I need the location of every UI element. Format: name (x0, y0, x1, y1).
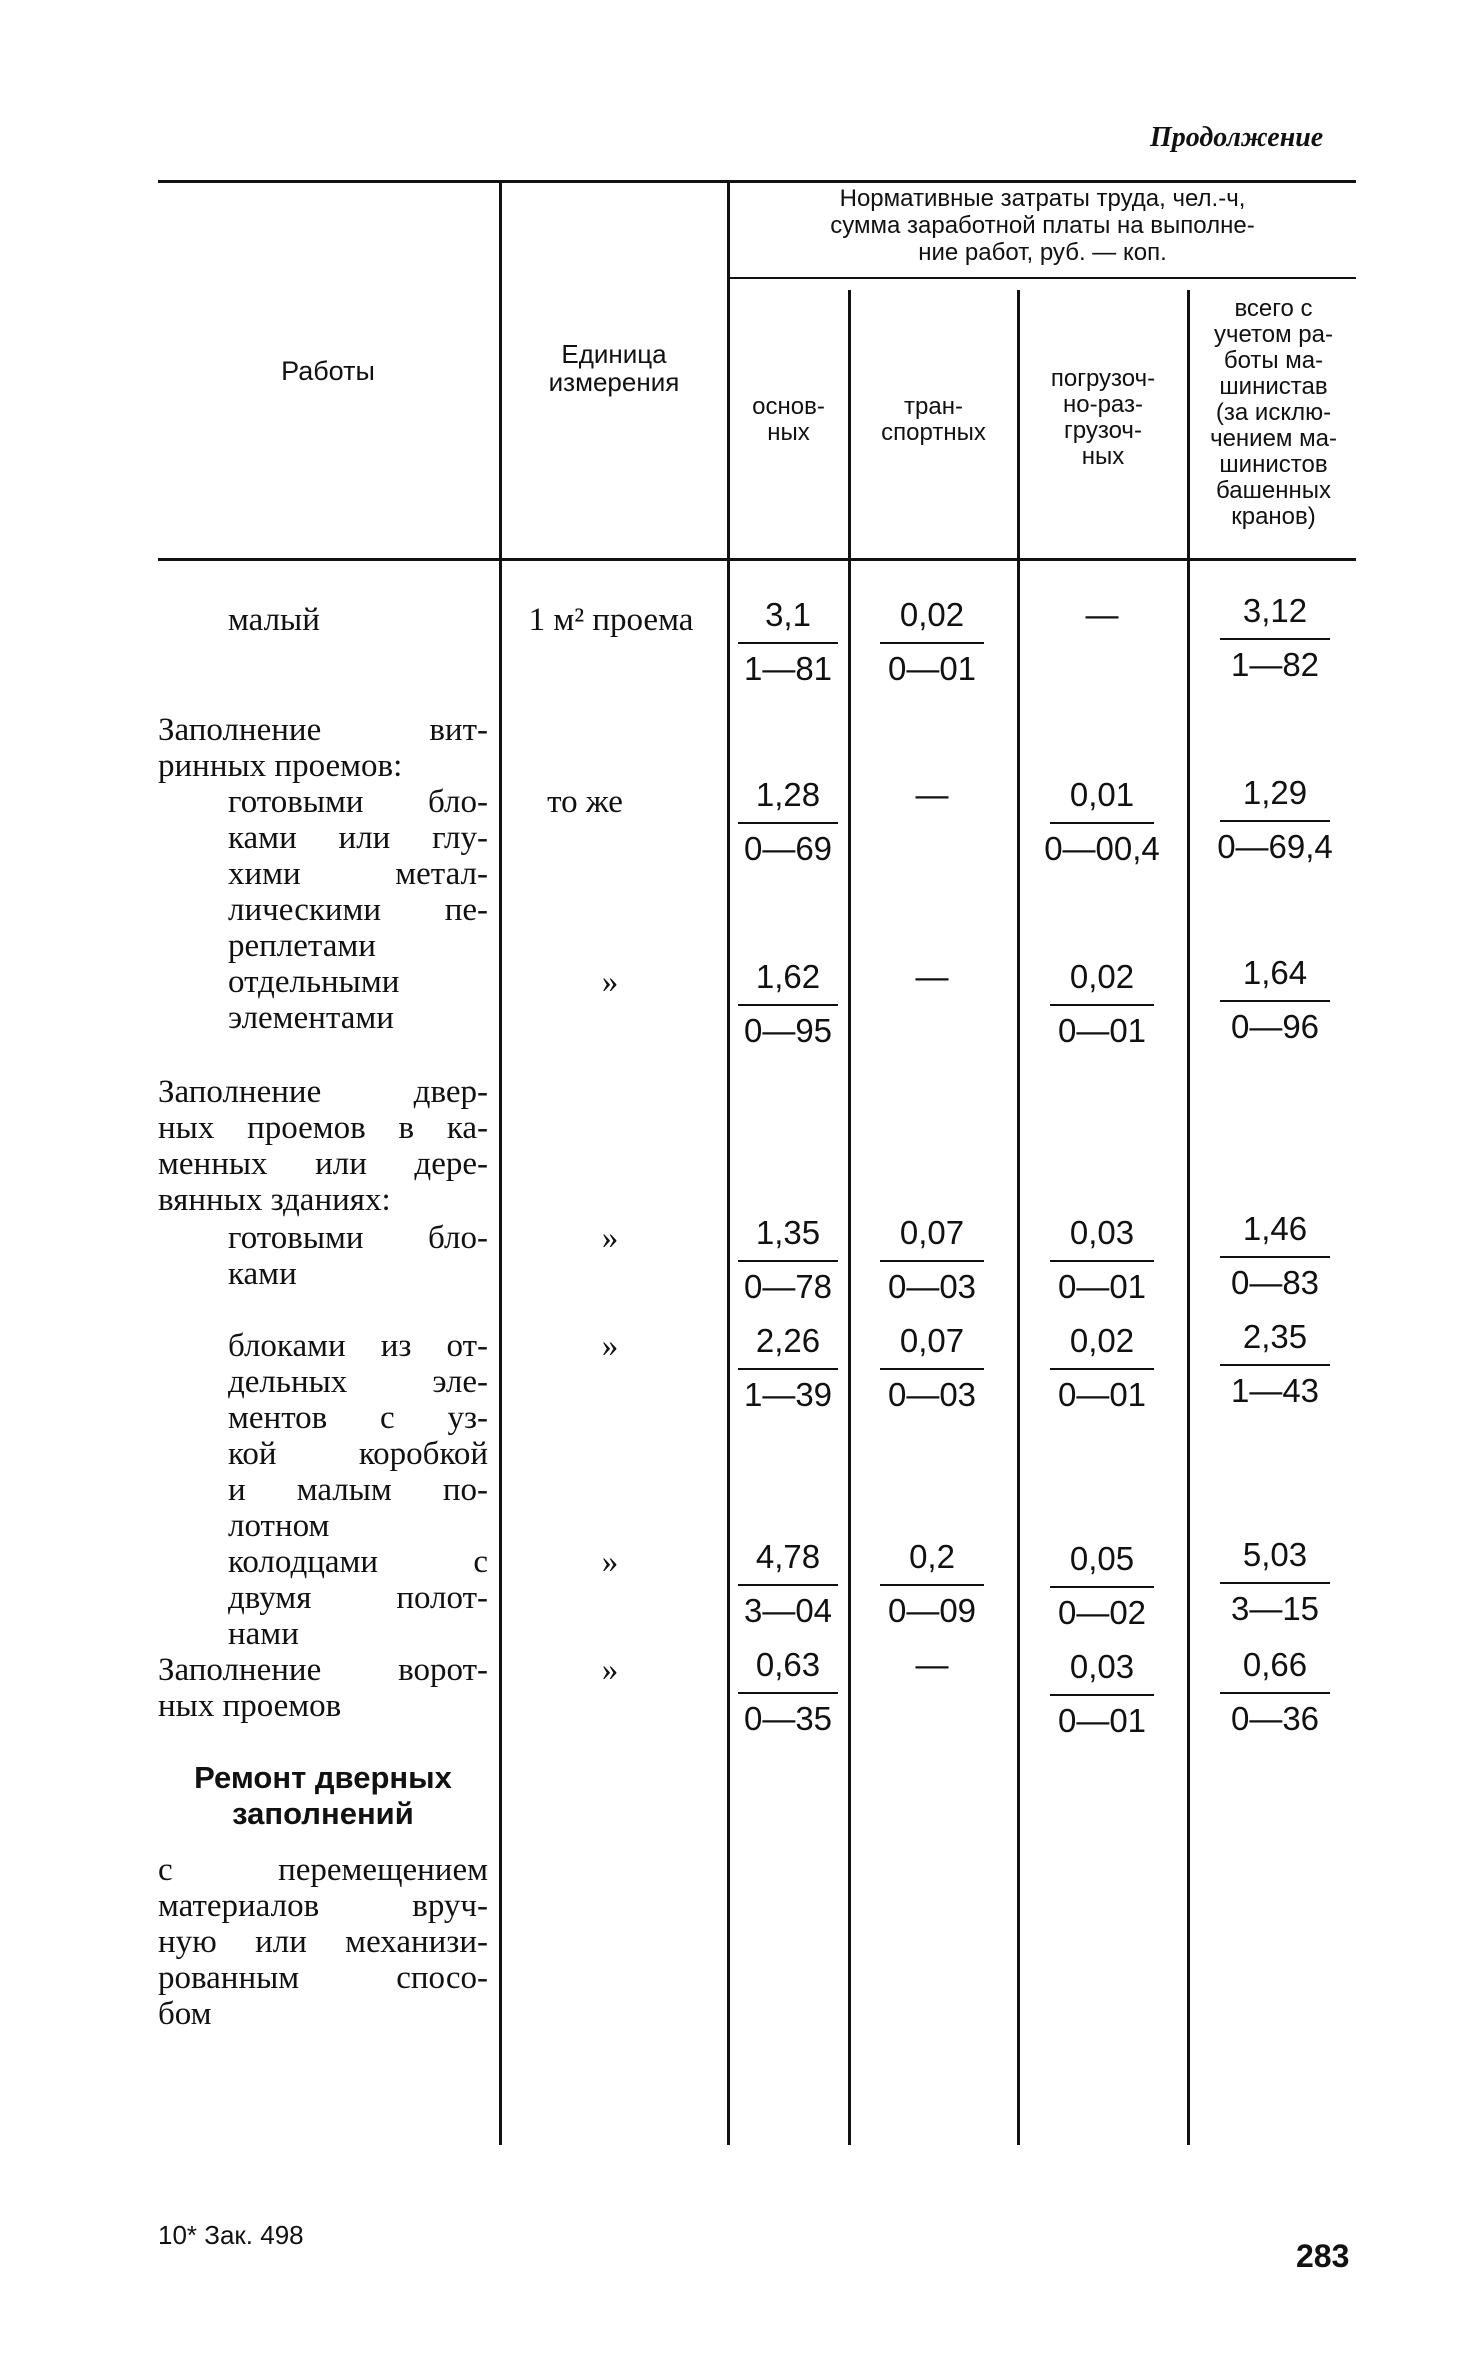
row-r3-main-rule (738, 1004, 838, 1006)
row-r1-transport-hours: 0,02 (899, 596, 965, 633)
row-r2-name: готовыми бло- ками или глу- хими метал- лическими пе- реплетами (228, 784, 488, 964)
row-r5-loading-wage: 0—01 (1057, 1376, 1147, 1413)
row-r5-name: блоками из от- дельных эле- ментов с уз- кой коробкой и малым по- лотном (228, 1328, 488, 1544)
row-r6-main-rule (738, 1584, 838, 1586)
header-unit: Единица измерения (548, 339, 680, 397)
row-r3-loading-rule (1050, 1004, 1154, 1006)
row-r1-total-rule (1220, 638, 1330, 640)
page-number: 283 (1296, 2238, 1350, 2274)
col-divider-loading (1017, 290, 1020, 2145)
row-r1-loading-dash: — (1085, 596, 1119, 633)
row-r1-name: малый (228, 602, 320, 638)
row-r1-total-hours: 3,12 (1242, 592, 1308, 629)
row-r2-unit: то же (547, 784, 623, 820)
row-r3-total-rule (1220, 1000, 1330, 1002)
row-r6-loading-wage: 0—02 (1057, 1594, 1147, 1631)
row-r3-loading-hours: 0,02 (1069, 958, 1135, 995)
header-col-transport: тран- спортных (881, 393, 986, 446)
row-r3-main-hours: 1,62 (755, 958, 821, 995)
norms-sub-rule (727, 277, 1356, 279)
row-r1-main-hours: 3,1 (765, 596, 811, 633)
row-r7-name: Заполнение ворот- ных проемов (158, 1652, 488, 1724)
row-r1-unit: 1 м² проема (528, 602, 694, 638)
row-r7-main-wage: 0—35 (743, 1700, 833, 1737)
row-r3-loading-wage: 0—01 (1057, 1012, 1147, 1049)
row-r5-loading-hours: 0,02 (1069, 1322, 1135, 1359)
row-r2-transport-dash: — (915, 776, 949, 813)
row-r6-total-rule (1220, 1582, 1330, 1584)
row-r5-transport-rule (880, 1368, 984, 1370)
row-r1-main-wage: 1—81 (743, 650, 833, 687)
row-r4-total-hours: 1,46 (1242, 1210, 1308, 1247)
header-norms: Нормативные затраты труда, чел.-ч, сумма заработной платы на выполне- ние работ, руб. — коп. (830, 185, 1255, 266)
row-r7-transport-dash: — (915, 1646, 949, 1683)
row-r5-transport-hours: 0,07 (899, 1322, 965, 1359)
row-r2-loading-wage: 0—00,4 (1044, 830, 1160, 867)
row-r4-total-rule (1220, 1256, 1330, 1258)
header-col-main: основ- ных (752, 393, 825, 446)
row-r6-transport-rule (880, 1584, 984, 1586)
row-r6-total-hours: 5,03 (1242, 1536, 1308, 1573)
row-r7-loading-wage: 0—01 (1057, 1702, 1147, 1739)
row-r5-transport-wage: 0—03 (887, 1376, 977, 1413)
group-showcase-openings: Заполнение вит- ринных проемов: (158, 712, 488, 784)
row-r2-loading-hours: 0,01 (1069, 776, 1135, 813)
row-r7-total-hours: 0,66 (1242, 1646, 1308, 1683)
row-r7-total-rule (1220, 1692, 1330, 1694)
row-r7-main-hours: 0,63 (755, 1646, 821, 1683)
row-r6-main-hours: 4,78 (755, 1538, 821, 1575)
section-heading-door-repair: Ремонт дверных заполнений (194, 1760, 452, 1831)
row-r7-total-wage: 0—36 (1230, 1700, 1320, 1737)
row-r4-main-wage: 0—78 (743, 1268, 833, 1305)
row-r7-loading-hours: 0,03 (1069, 1648, 1135, 1685)
row-r2-main-hours: 1,28 (755, 776, 821, 813)
row-r1-transport-wage: 0—01 (887, 650, 977, 687)
row-r5-total-rule (1220, 1364, 1330, 1366)
col-divider-main (727, 180, 730, 2145)
header-col-total: всего с учетом ра- боты ма- шинистав (за исклю- чением ма- шинистов башенных кранов) (1210, 295, 1337, 530)
row-r4-loading-hours: 0,03 (1069, 1214, 1135, 1251)
row-r4-transport-wage: 0—03 (887, 1268, 977, 1305)
row-r3-name: отдельными элементами (228, 964, 400, 1036)
row-r8-name: с перемещением материалов вруч- ную или механизи- рованным спосо- бом (158, 1852, 488, 2032)
row-r4-unit: » (601, 1220, 619, 1256)
col-divider-unit (499, 180, 502, 2145)
row-r1-transport-rule (880, 642, 984, 644)
col-divider-transport (848, 290, 851, 2145)
row-r6-loading-rule (1050, 1586, 1154, 1588)
row-r6-total-wage: 3—15 (1230, 1590, 1320, 1627)
row-r4-transport-rule (880, 1260, 984, 1262)
header-bottom-rule (158, 558, 1356, 561)
header-works: Работы (281, 356, 375, 386)
row-r2-total-hours: 1,29 (1242, 774, 1308, 811)
footer-order-number: 10* Зак. 498 (158, 2220, 304, 2250)
row-r2-main-wage: 0—69 (743, 830, 833, 867)
row-r6-unit: » (601, 1544, 619, 1580)
row-r7-unit: » (601, 1652, 619, 1688)
row-r4-transport-hours: 0,07 (899, 1214, 965, 1251)
row-r4-total-wage: 0—83 (1230, 1264, 1320, 1301)
row-r6-transport-wage: 0—09 (887, 1592, 977, 1629)
row-r3-total-hours: 1,64 (1242, 954, 1308, 991)
row-r4-loading-wage: 0—01 (1057, 1268, 1147, 1305)
row-r7-loading-rule (1050, 1694, 1154, 1696)
row-r4-main-rule (738, 1260, 838, 1262)
row-r4-main-hours: 1,35 (755, 1214, 821, 1251)
row-r4-name: готовыми бло- ками (228, 1220, 488, 1292)
row-r6-main-wage: 3—04 (743, 1592, 833, 1629)
row-r2-total-rule (1220, 820, 1330, 822)
row-r6-transport-hours: 0,2 (909, 1538, 955, 1575)
row-r5-unit: » (601, 1328, 619, 1364)
row-r3-total-wage: 0—96 (1230, 1008, 1320, 1045)
table-top-rule (158, 180, 1356, 183)
row-r6-name: колодцами с двумя полот- нами (228, 1544, 488, 1652)
row-r6-loading-hours: 0,05 (1069, 1540, 1135, 1577)
row-r3-main-wage: 0—95 (743, 1012, 833, 1049)
row-r5-main-rule (738, 1368, 838, 1370)
row-r3-transport-dash: — (915, 958, 949, 995)
row-r1-total-wage: 1—82 (1230, 646, 1320, 683)
row-r1-main-rule (738, 642, 838, 644)
row-r2-main-rule (738, 822, 838, 824)
col-divider-total (1187, 290, 1190, 2145)
row-r2-loading-rule (1050, 822, 1154, 824)
row-r5-loading-rule (1050, 1368, 1154, 1370)
row-r2-total-wage: 0—69,4 (1217, 828, 1333, 865)
row-r5-main-hours: 2,26 (755, 1322, 821, 1359)
row-r3-unit: » (601, 964, 619, 1000)
row-r4-loading-rule (1050, 1260, 1154, 1262)
continuation-label: Продолжение (1150, 122, 1324, 153)
row-r5-total-hours: 2,35 (1242, 1318, 1308, 1355)
group-door-openings: Заполнение двер- ных проемов в ка- менных или дере- вянных зданиях: (158, 1074, 488, 1218)
row-r5-main-wage: 1—39 (743, 1376, 833, 1413)
header-col-loading: погрузоч- но-раз- грузоч- ных (1050, 365, 1156, 470)
row-r7-main-rule (738, 1692, 838, 1694)
row-r5-total-wage: 1—43 (1230, 1372, 1320, 1409)
